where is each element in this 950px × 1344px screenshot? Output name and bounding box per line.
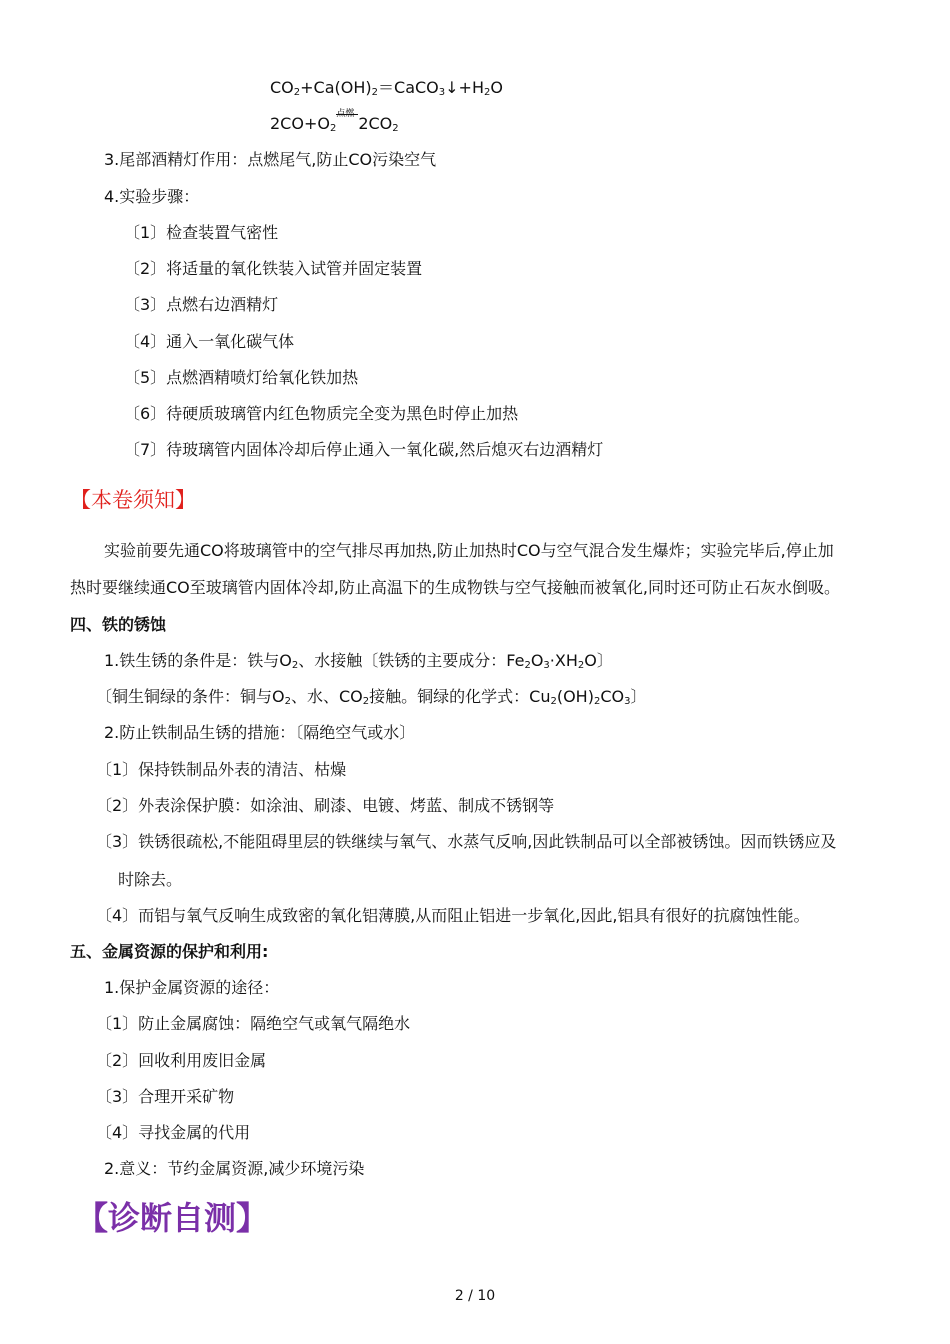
rust-measure-item-3-line1: 〔3〕铁锈很疏松,不能阻碍里层的铁继续与氧气、水蒸气反响,因此铁制品可以全部被锈蚀。因而铁锈应及 xyxy=(96,832,837,851)
step-item: 〔2〕将适量的氧化铁装入试管并固定装置 xyxy=(124,259,423,278)
protection-ways-title: 1.保护金属资源的途径： xyxy=(104,978,280,997)
step-item: 〔6〕待硬质玻璃管内红色物质完全变为黑色时停止加热 xyxy=(124,404,519,423)
step-item: 〔7〕待玻璃管内固体冷却后停止通入一氧化碳,然后熄灭右边酒精灯 xyxy=(124,440,604,459)
section-5-heading: 五、金属资源的保护和利用: xyxy=(70,942,269,961)
step-item: 〔3〕点燃右边酒精灯 xyxy=(124,295,279,314)
step-item: 〔4〕通入一氧化碳气体 xyxy=(124,332,295,351)
step-item: 〔5〕点燃酒精喷灯给氧化铁加热 xyxy=(124,368,359,387)
notice-heading: 【本卷须知】 xyxy=(70,488,196,512)
section-4-heading: 四、铁的锈蚀 xyxy=(70,615,167,634)
rust-condition: 1.铁生锈的条件是：铁与$O_2$、水接触〔铁锈的主要成分：$Fe_2O_3\cdot XH_2O$〕 xyxy=(104,651,613,671)
rust-measure-item: 〔2〕外表涂保护膜：如涂油、刷漆、电镀、烤蓝、制成不锈钢等 xyxy=(96,796,555,815)
item-3-burner-purpose: 3.尾部酒精灯作用：点燃尾气,防止CO污染空气 xyxy=(104,150,437,169)
page-number: 2 / 10 xyxy=(454,1288,496,1304)
rust-measure-item-4: 〔4〕而铝与氧气反响生成致密的氧化铝薄膜,从而阻止铝进一步氧化,因此,铝具有很好的抗腐蚀性能。 xyxy=(96,906,810,925)
protection-item: 〔1〕防止金属腐蚀：隔绝空气或氧气隔绝水 xyxy=(96,1014,411,1033)
protection-item: 〔2〕回收利用废旧金属 xyxy=(96,1051,267,1070)
item-4-steps-title: 4.实验步骤： xyxy=(104,187,200,206)
rust-measure-item-3-line2: 时除去。 xyxy=(118,870,183,889)
step-item: 〔1〕检查装置气密性 xyxy=(124,223,279,242)
protection-item: 〔4〕寻找金属的代用 xyxy=(96,1123,251,1142)
notice-paragraph-line2: 热时要继续通CO至玻璃管内固体冷却,防止高温下的生成物铁与空气接触而被氧化,同时还可防止石灰水倒吸。 xyxy=(70,578,840,597)
diagnosis-heading: 【诊断自测】 xyxy=(76,1199,269,1237)
rust-prevention-title: 2.防止铁制品生锈的措施：〔隔绝空气或水〕 xyxy=(104,723,416,742)
reaction-condition: 点燃 xyxy=(336,113,358,135)
notice-paragraph-line1: 实验前要先通CO将玻璃管中的空气排尽再加热,防止加热时CO与空气混合发生爆炸；实验完毕后,停止加 xyxy=(104,541,834,560)
protection-item: 〔3〕合理开采矿物 xyxy=(96,1087,235,1106)
protection-significance: 2.意义：节约金属资源,减少环境污染 xyxy=(104,1159,365,1178)
rust-measure-item: 〔1〕保持铁制品外表的清洁、枯燥 xyxy=(96,760,347,779)
equation-co2-limewater: $CO_2+Ca(OH)_2=CaCO_3↓+H_2O$ xyxy=(270,78,503,98)
copper-patina-condition: 〔铜生铜绿的条件：铜与$O_2$、水、$CO_2$接触。铜绿的化学式：$Cu_2(OH)_2CO_3$〕 xyxy=(96,687,647,707)
equation-co-combustion: $2CO+O_2$ 点燃 $2CO_2$ xyxy=(270,109,399,134)
